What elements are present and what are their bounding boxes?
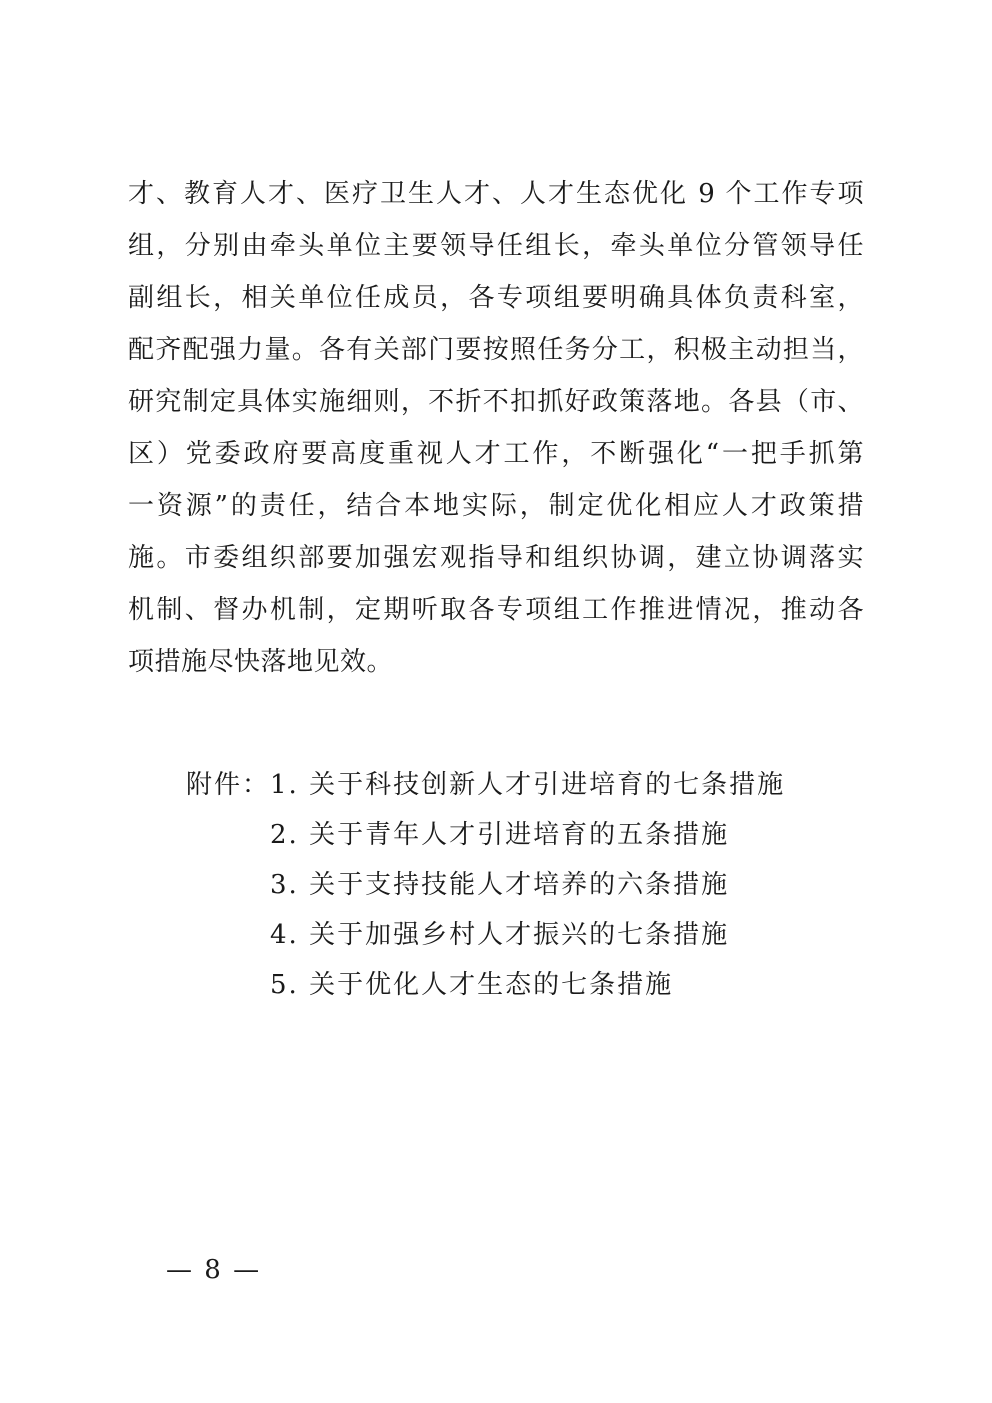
attachment-item: 4. 关于加强乡村人才振兴的七条措施 — [270, 920, 730, 950]
attachment-row — [186, 910, 886, 960]
attachment-item: 2. 关于青年人才引进培育的五条措施 — [270, 820, 730, 850]
paragraph-line: 一资源”的责任，结合本地实际，制定优化相应人才政策措 — [128, 491, 864, 521]
attachments-label: 附件： — [186, 770, 271, 800]
paragraph-line: 施。市委组织部要加强宏观指导和组织协调，建立协调落实 — [128, 543, 864, 573]
paragraph-line: 才、教育人才、医疗卫生人才、人才生态优化 9 个工作专项 — [128, 179, 864, 209]
paragraph-line: 配齐配强力量。各有关部门要按照任务分工，积极主动担当， — [128, 335, 864, 365]
attachment-item: 1. 关于科技创新人才引进培育的七条措施 — [270, 770, 786, 800]
paragraph-line: 机制、督办机制，定期听取各专项组工作推进情况，推动各 — [128, 595, 864, 625]
page-number: — 8 — — [166, 1255, 262, 1285]
attachment-item: 5. 关于优化人才生态的七条措施 — [270, 970, 674, 1000]
attachment-row — [186, 810, 886, 860]
attachment-row — [186, 860, 886, 910]
body-paragraph — [128, 168, 864, 688]
attachments-list — [186, 760, 886, 1010]
attachment-item: 3. 关于支持技能人才培养的六条措施 — [270, 870, 730, 900]
paragraph-line: 副组长，相关单位任成员，各专项组要明确具体负责科室， — [128, 283, 864, 313]
paragraph-line: 区）党委政府要高度重视人才工作，不断强化“一把手抓第 — [128, 439, 864, 469]
attachment-row — [186, 760, 886, 810]
paragraph-line-last: 项措施尽快落地见效。 — [128, 647, 394, 677]
attachment-row — [186, 960, 886, 1010]
paragraph-line: 研究制定具体实施细则，不折不扣抓好政策落地。各县（市、 — [128, 387, 864, 417]
paragraph-line: 组，分别由牵头单位主要领导任组长，牵头单位分管领导任 — [128, 231, 864, 261]
